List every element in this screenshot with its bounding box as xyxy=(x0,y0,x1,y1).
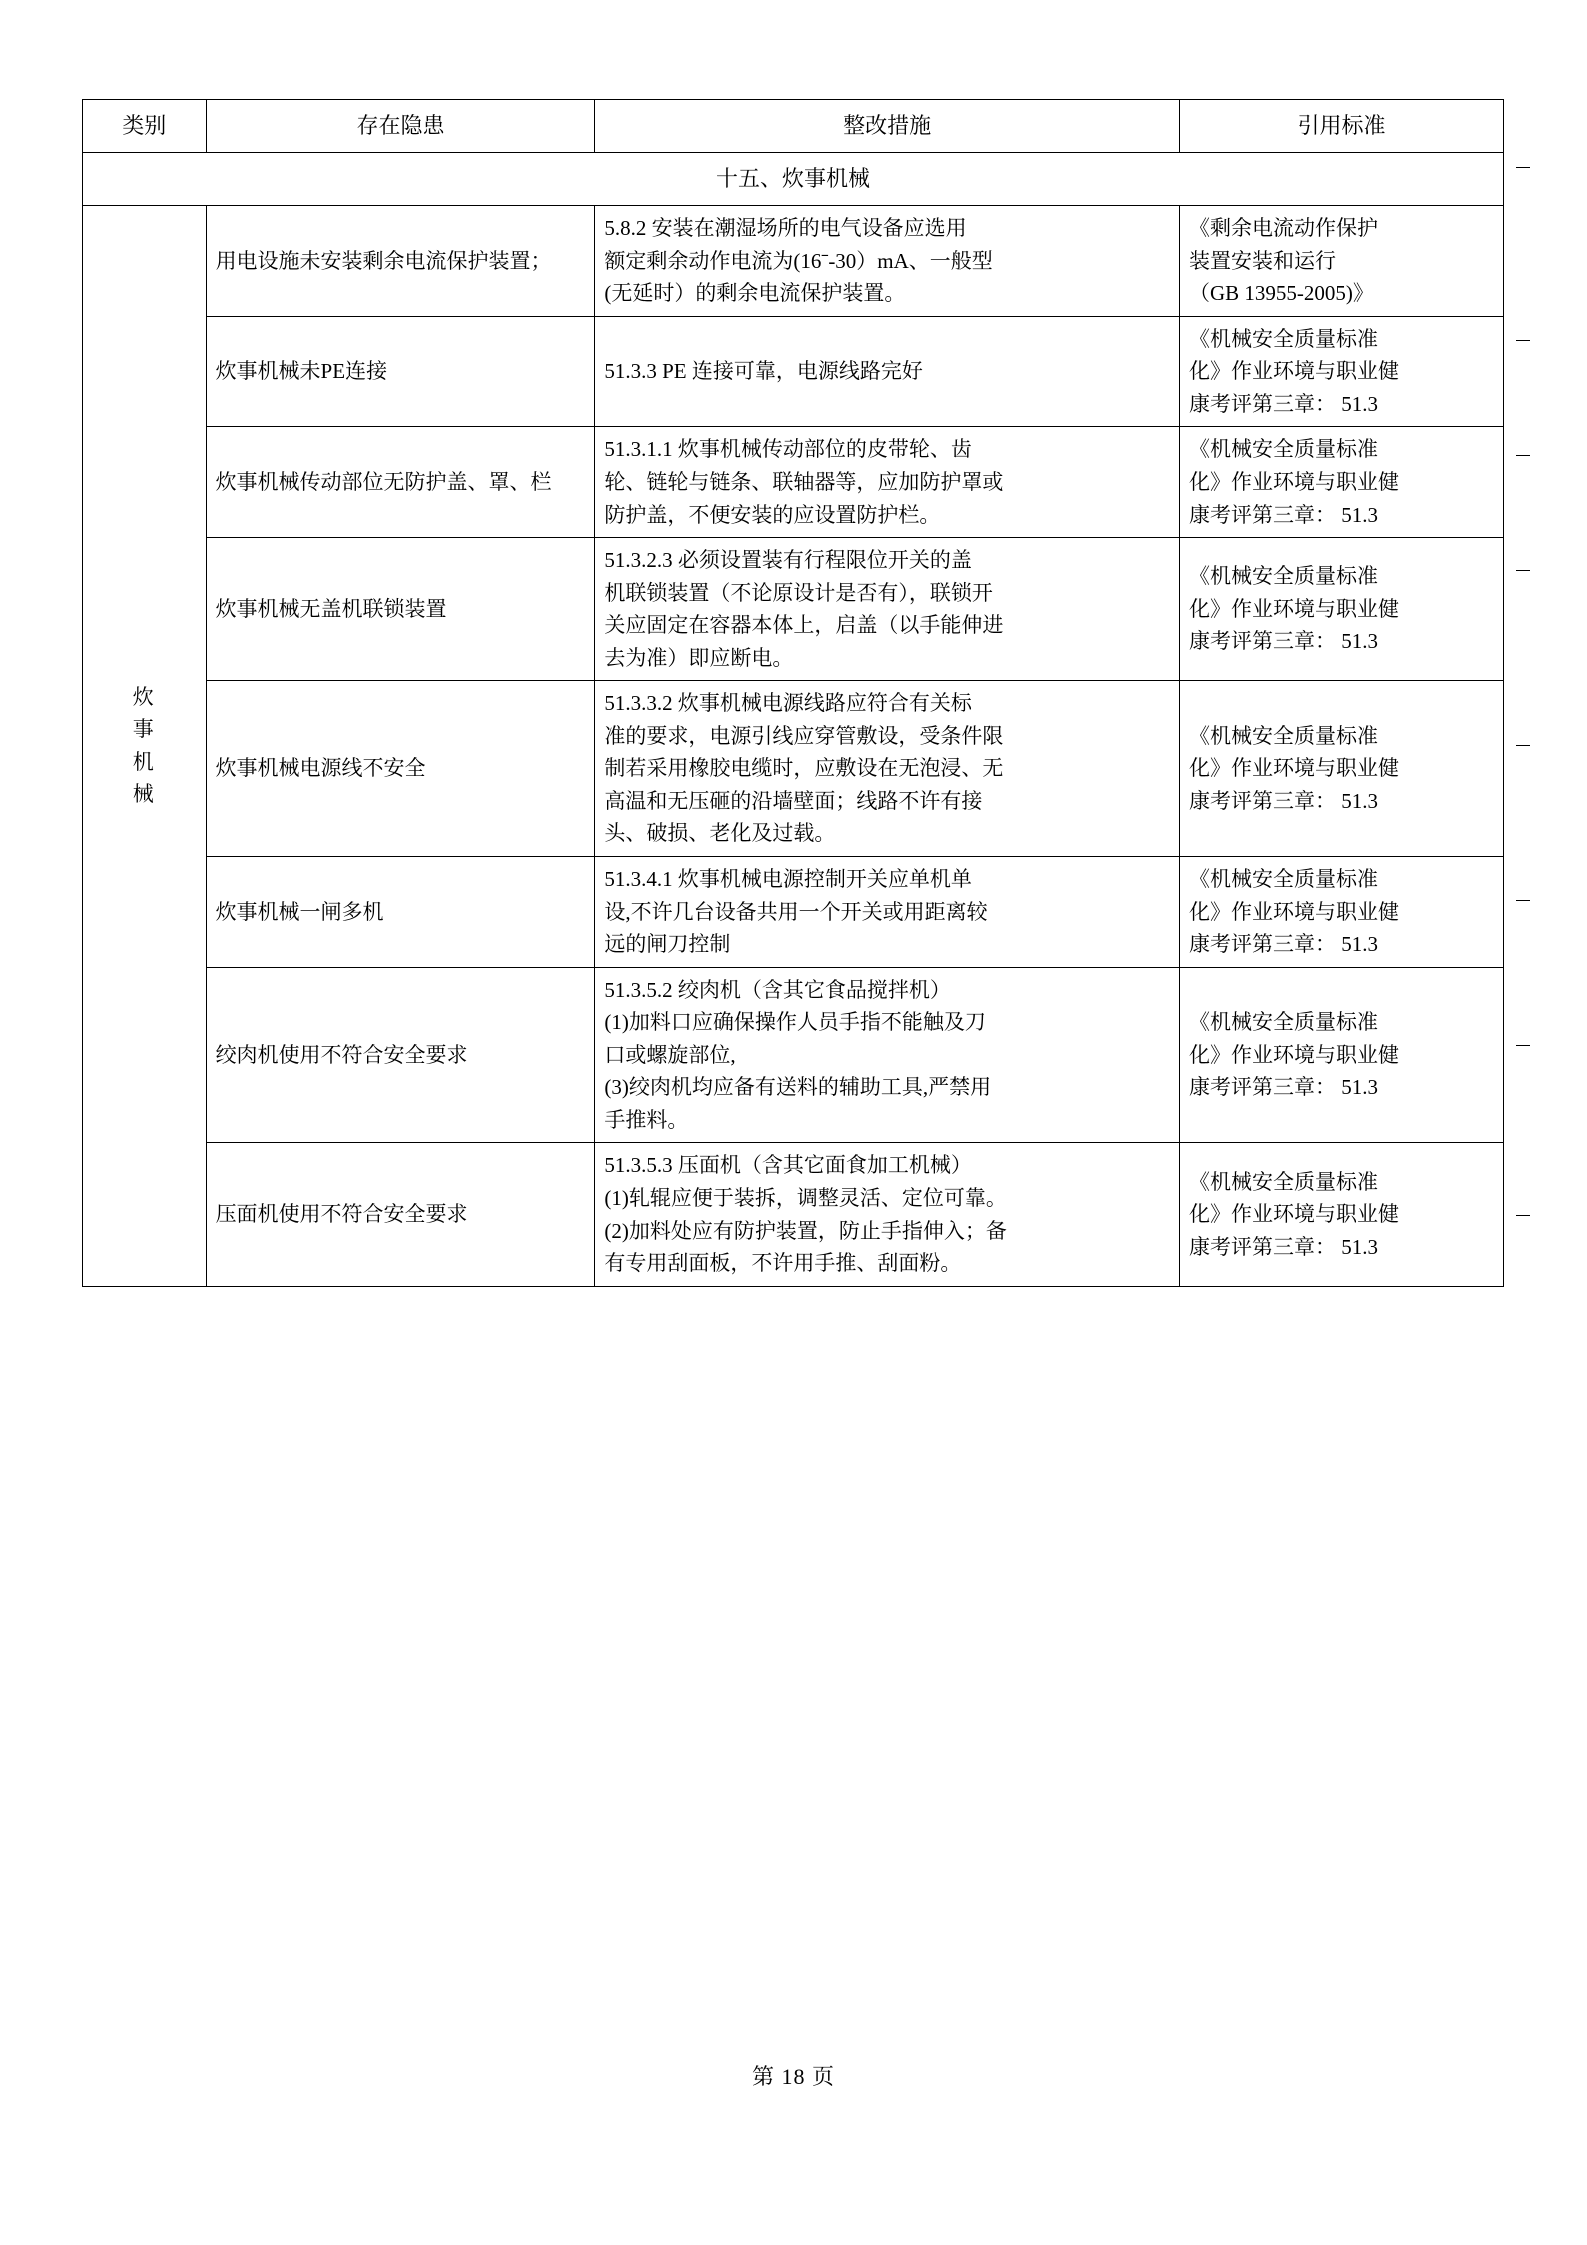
table-row xyxy=(83,538,1504,681)
standard-line: 康考评第三章： 51.3 xyxy=(1189,932,1378,957)
standard-line: 《剩余电流动作保护 xyxy=(1189,216,1378,241)
standard-cell xyxy=(1180,967,1504,1143)
table-row xyxy=(83,681,1504,857)
measure-cell xyxy=(595,206,1180,317)
standard-line: 康考评第三章： 51.3 xyxy=(1189,629,1378,654)
standard-line: 化》作业环境与职业健 xyxy=(1189,470,1399,495)
measure-line: 有专用刮面板，不许用手推、刮面粉。 xyxy=(604,1251,962,1276)
measure-line: 51.3.3.2 炊事机械电源线路应符合有关标 xyxy=(604,691,972,716)
standard-line: 装置安装和运行 xyxy=(1189,248,1336,273)
measure-cell xyxy=(595,967,1180,1143)
measure-cell xyxy=(595,316,1180,427)
measure-line: 51.3.1.1 炊事机械传动部位的皮带轮、齿 xyxy=(604,437,972,462)
measure-line: 5.8.2 安装在潮湿场所的电气设备应选用 xyxy=(604,216,967,241)
standard-line: 化》作业环境与职业健 xyxy=(1189,359,1399,384)
standard-line: 化》作业环境与职业健 xyxy=(1189,1202,1399,1227)
measure-line: (无延时）的剩余电流保护装置。 xyxy=(604,281,906,306)
page-edge-mark xyxy=(1516,1045,1530,1046)
table-row xyxy=(83,206,1504,317)
measure-line: 头、破损、老化及过载。 xyxy=(604,821,836,846)
hazard-cell: 用电设施未安装剩余电流保护装置； xyxy=(206,206,595,317)
standard-line: 化》作业环境与职业健 xyxy=(1189,899,1399,924)
category-cell xyxy=(83,206,207,1286)
standard-line: 康考评第三章： 51.3 xyxy=(1189,788,1378,813)
column-header-category: 类别 xyxy=(83,100,207,153)
standard-cell xyxy=(1180,206,1504,317)
measure-line: 制若采用橡胶电缆时，应敷设在无泡浸、无 xyxy=(604,756,1004,781)
standard-line: 康考评第三章： 51.3 xyxy=(1189,1234,1378,1259)
measure-line: 51.3.2.3 必须设置装有行程限位开关的盖 xyxy=(604,548,972,573)
measure-line: 关应固定在容器本体上，启盖（以手能伸进 xyxy=(604,613,1004,638)
page-edge-mark xyxy=(1516,900,1530,901)
hazard-cell: 炊事机械无盖机联锁装置 xyxy=(206,538,595,681)
measure-line: 51.3.5.2 绞肉机（含其它食品搅拌机） xyxy=(604,977,951,1002)
standard-line: 康考评第三章： 51.3 xyxy=(1189,1075,1378,1100)
standard-line: 《机械安全质量标准 xyxy=(1189,723,1378,748)
standard-line: 康考评第三章： 51.3 xyxy=(1189,502,1378,527)
measure-line: 轮、链轮与链条、联轴器等，应加防护罩或 xyxy=(604,470,1004,495)
measure-line: (1)轧辊应便于装拆，调整灵活、定位可靠。 xyxy=(604,1185,1007,1210)
standard-cell xyxy=(1180,1143,1504,1286)
page-number: 第 18 页 xyxy=(751,2064,835,2089)
standard-line: 《机械安全质量标准 xyxy=(1189,1169,1378,1194)
table-row xyxy=(83,967,1504,1143)
measure-cell xyxy=(595,427,1180,538)
page-edge-mark xyxy=(1516,1215,1530,1216)
category-char-2: 事 xyxy=(132,717,156,742)
hazard-cell: 绞肉机使用不符合安全要求 xyxy=(206,967,595,1143)
standard-cell xyxy=(1180,857,1504,968)
measure-line: 额定剩余动作电流为(16ˉ-30）mA、一般型 xyxy=(604,248,993,273)
standard-line: 《机械安全质量标准 xyxy=(1189,1010,1378,1035)
hazard-cell: 炊事机械电源线不安全 xyxy=(206,681,595,857)
category-char-1: 炊 xyxy=(132,684,156,709)
standard-line: 化》作业环境与职业健 xyxy=(1189,596,1399,621)
category-char-3: 机 xyxy=(132,749,156,774)
standard-cell xyxy=(1180,427,1504,538)
standard-line: 化》作业环境与职业健 xyxy=(1189,756,1399,781)
measure-line: 高温和无压砸的沿墙壁面；线路不许有接 xyxy=(604,788,983,813)
standard-line: 《机械安全质量标准 xyxy=(1189,867,1378,892)
measure-cell xyxy=(595,857,1180,968)
measure-line: 手推料。 xyxy=(604,1107,689,1132)
category-char-4: 械 xyxy=(132,782,156,807)
hazard-cell: 炊事机械一闸多机 xyxy=(206,857,595,968)
table-header-row xyxy=(83,100,1504,153)
measure-line: (1)加料口应确保操作人员手指不能触及刀 xyxy=(604,1010,986,1035)
measure-line: (3)绞肉机均应备有送料的辅助工具,严禁用 xyxy=(604,1075,992,1100)
measure-cell xyxy=(595,538,1180,681)
page-edge-mark xyxy=(1516,570,1530,571)
table-row xyxy=(83,857,1504,968)
standard-line: 康考评第三章： 51.3 xyxy=(1189,391,1378,416)
measure-line: 远的闸刀控制 xyxy=(604,932,731,957)
page-edge-mark xyxy=(1516,745,1530,746)
standard-cell xyxy=(1180,538,1504,681)
measure-cell xyxy=(595,681,1180,857)
hazard-cell: 炊事机械传动部位无防护盖、罩、栏 xyxy=(206,427,595,538)
measure-line: 51.3.3 PE 连接可靠，电源线路完好 xyxy=(604,359,923,384)
measure-line: 防护盖，不便安装的应设置防护栏。 xyxy=(604,502,941,527)
hazard-cell: 炊事机械未PE连接 xyxy=(206,316,595,427)
standard-line: 《机械安全质量标准 xyxy=(1189,564,1378,589)
table-row xyxy=(83,1143,1504,1286)
page-edge-mark xyxy=(1516,340,1530,341)
measure-line: 51.3.4.1 炊事机械电源控制开关应单机单 xyxy=(604,867,972,892)
hazard-table xyxy=(82,99,1504,1287)
table-row xyxy=(83,427,1504,538)
measure-line: 去为准）即应断电。 xyxy=(604,645,794,670)
measure-line: 51.3.5.3 压面机（含其它面食加工机械） xyxy=(604,1153,972,1178)
standard-cell xyxy=(1180,316,1504,427)
page-edge-mark xyxy=(1516,167,1530,168)
standard-line: 化》作业环境与职业健 xyxy=(1189,1042,1399,1067)
measure-line: 设,不许几台设备共用一个开关或用距离较 xyxy=(604,899,988,924)
measure-cell xyxy=(595,1143,1180,1286)
hazard-cell: 压面机使用不符合安全要求 xyxy=(206,1143,595,1286)
measure-line: (2)加料处应有防护装置，防止手指伸入；备 xyxy=(604,1218,1007,1243)
column-header-measure: 整改措施 xyxy=(595,100,1180,153)
standard-line: （GB 13955-2005)》 xyxy=(1189,281,1374,306)
table-row xyxy=(83,316,1504,427)
column-header-hazard: 存在隐患 xyxy=(206,100,595,153)
page-edge-mark xyxy=(1516,455,1530,456)
column-header-standard: 引用标准 xyxy=(1180,100,1504,153)
measure-line: 准的要求，电源引线应穿管敷设，受条件限 xyxy=(604,723,1004,748)
standard-cell xyxy=(1180,681,1504,857)
standard-line: 《机械安全质量标准 xyxy=(1189,326,1378,351)
section-title: 十五、炊事机械 xyxy=(83,153,1504,206)
measure-line: 机联锁装置（不论原设计是否有），联锁开 xyxy=(604,580,993,605)
measure-line: 口或螺旋部位, xyxy=(604,1042,736,1067)
standard-line: 《机械安全质量标准 xyxy=(1189,437,1378,462)
section-title-row xyxy=(83,153,1504,206)
